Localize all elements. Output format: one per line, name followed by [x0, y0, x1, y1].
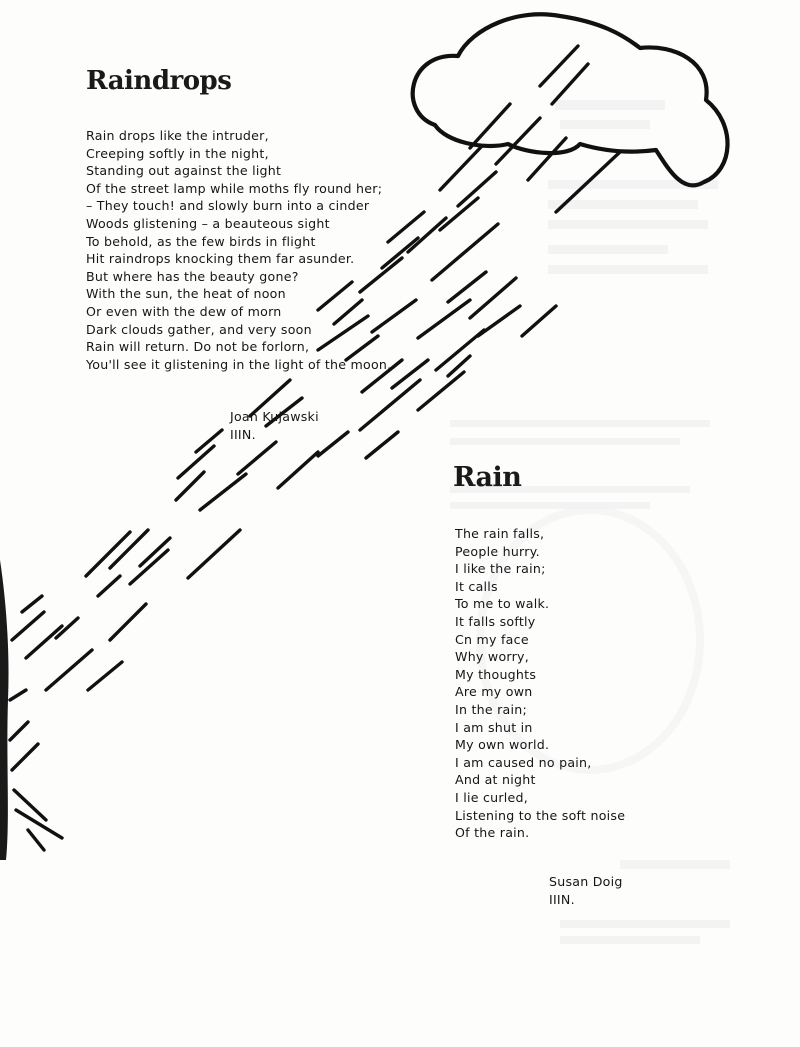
rain-streak — [188, 530, 240, 578]
poem-rain-lines — [455, 525, 625, 842]
poem-title-raindrops: Raindrops — [86, 66, 232, 96]
rain-streak — [418, 300, 470, 338]
author-signature-rain — [549, 873, 623, 908]
rain-streak — [556, 152, 620, 212]
poem-line: With the sun, the heat of noon — [86, 286, 286, 302]
poem-line: Or even with the dew of morn — [86, 303, 282, 319]
rain-streak — [522, 306, 556, 336]
poem-line: I am shut in — [455, 719, 533, 735]
rain-streak — [238, 442, 276, 474]
poem-line: Creeping softly in the night, — [86, 145, 269, 161]
rain-streak — [200, 474, 246, 510]
poem-line: And at night — [455, 772, 536, 788]
scan-edge-shadow — [0, 560, 9, 860]
rain-streak — [14, 790, 46, 820]
poem-line: My own world. — [455, 737, 550, 753]
poem-line: People hurry. — [455, 543, 540, 559]
rain-streak — [318, 432, 348, 456]
rain-streak — [46, 650, 92, 690]
rain-streak — [418, 372, 464, 410]
poem-line: To behold, as the few birds in flight — [86, 233, 316, 249]
poem-line: You'll see it glistening in the light of the moon. — [86, 356, 392, 372]
rain-streak — [440, 198, 478, 230]
poem-line: To me to walk. — [455, 596, 550, 612]
author-name: Joan Kujawski — [230, 409, 319, 424]
rain-streak — [432, 224, 498, 280]
author-form: IIIN. — [549, 891, 575, 907]
poem-line: It calls — [455, 578, 498, 594]
poem-line: I lie curled, — [455, 789, 529, 805]
rain-streak — [408, 218, 446, 252]
rain-streak — [448, 272, 486, 302]
rain-streak — [12, 744, 38, 770]
rain-streak — [22, 596, 42, 612]
poem-line: Are my own — [455, 684, 533, 700]
rain-streak — [28, 830, 44, 850]
rain-streak — [10, 722, 28, 740]
rain-streak — [98, 576, 120, 596]
poem-line: Of the rain. — [455, 825, 530, 841]
rain-streak — [366, 432, 398, 458]
poem-line: I like the rain; — [455, 561, 546, 577]
rain-streak — [528, 138, 566, 180]
poem-line: Rain drops like the intruder, — [86, 128, 269, 143]
poem-line: Of the street lamp while moths fly round her; — [86, 180, 383, 196]
poem-line: – They touch! and slowly burn into a cinder — [86, 198, 370, 214]
poem-line: I am caused no pain, — [455, 754, 592, 770]
poem-raindrops-lines — [86, 127, 391, 373]
rain-streak — [88, 662, 122, 690]
rain-streak — [278, 452, 318, 488]
author-form: IIIN. — [230, 426, 256, 442]
poem-line: Hit raindrops knocking them far asunder. — [86, 251, 355, 267]
rain-streak — [26, 626, 62, 658]
rain-streak — [110, 604, 146, 640]
rain-streak — [12, 612, 44, 640]
rain-streak — [440, 146, 482, 190]
rain-streak — [130, 550, 168, 584]
poem-line: Standing out against the light — [86, 163, 282, 179]
poem-line: The rain falls, — [455, 526, 545, 541]
rain-streak — [470, 104, 510, 148]
poem-line: Cn my face — [455, 631, 529, 647]
poem-line: Why worry, — [455, 649, 529, 665]
poem-line: In the rain; — [455, 701, 527, 717]
poem-line: My thoughts — [455, 666, 537, 682]
poem-title-rain: Rain — [453, 462, 522, 493]
poem-line: Woods glistening – a beauteous sight — [86, 215, 330, 231]
poem-line: It falls softly — [455, 613, 536, 629]
rain-streak — [10, 690, 26, 700]
poem-line: Dark clouds gather, and very soon — [86, 321, 312, 337]
poem-line: Rain will return. Do not be forlorn, — [86, 339, 310, 355]
cloud-outline — [413, 14, 728, 185]
author-name: Susan Doig — [549, 874, 623, 889]
rain-streak — [496, 118, 540, 164]
author-signature-raindrops — [230, 408, 319, 443]
poem-line: But where has the beauty gone? — [86, 268, 299, 284]
poem-line: Listening to the soft noise — [455, 807, 626, 823]
